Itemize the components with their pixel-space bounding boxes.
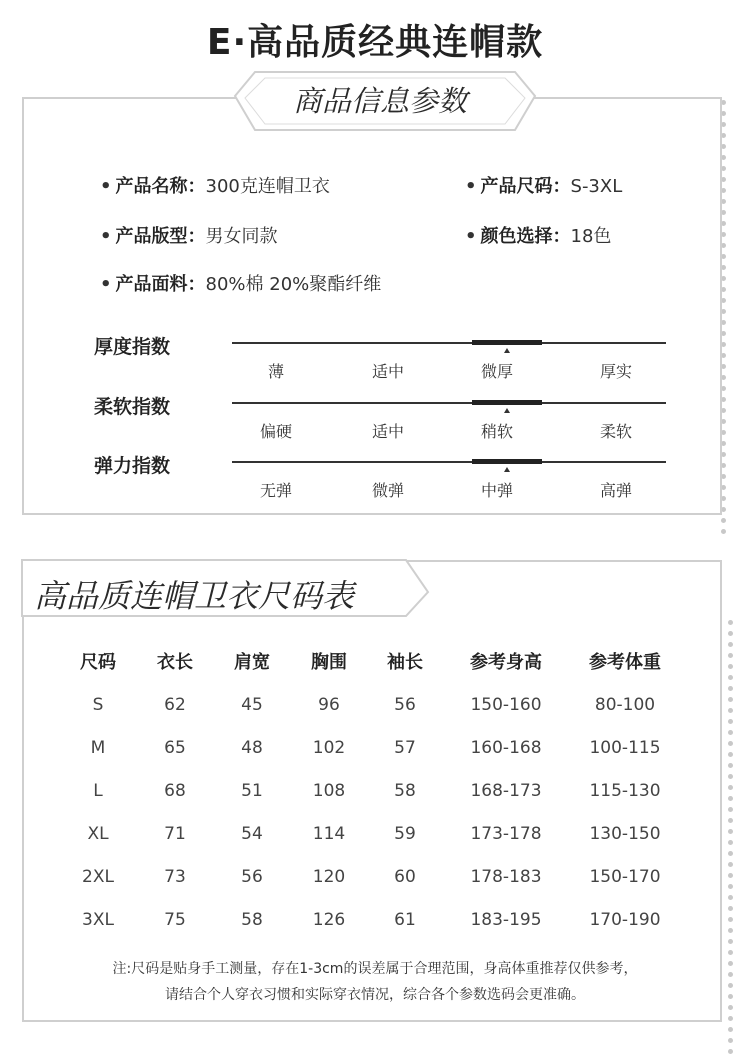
size-table-header: 衣长	[157, 652, 193, 673]
size-table-cell: 75	[164, 910, 186, 930]
size-table-cell: 130-150	[589, 824, 661, 844]
info-value: 80%棉 20%聚酯纤维	[205, 274, 382, 295]
size-table-cell: 120	[312, 867, 346, 887]
info-value: S-3XL	[570, 176, 623, 197]
size-table-cell: XL	[87, 824, 109, 844]
index-option: 薄	[267, 362, 284, 381]
index-scale-line	[232, 461, 666, 463]
size-table-cell: 102	[312, 738, 346, 758]
size-table-cell: 45	[241, 695, 263, 715]
size-table-cell: 51	[241, 781, 263, 801]
info-product-fit: • 产品版型：男女同款	[100, 226, 278, 247]
index-option: 适中	[371, 422, 404, 441]
size-table-cell: 71	[164, 824, 186, 844]
size-table-cell: 150-160	[470, 695, 542, 715]
section-heading-info: 商品信息参数	[292, 84, 467, 118]
info-value: 男女同款	[205, 226, 278, 247]
info-fabric: • 产品面料：80%棉 20%聚酯纤维	[100, 274, 382, 295]
index-pointer-icon	[504, 348, 510, 353]
size-table-cell: 160-168	[470, 738, 542, 758]
info-label: 颜色选择：	[480, 226, 571, 247]
size-table-cell: 178-183	[470, 867, 542, 887]
size-table-cell: 96	[318, 695, 340, 715]
index-selected-marker	[472, 400, 542, 405]
index-option: 厚实	[599, 362, 632, 381]
size-table-cell: 3XL	[82, 910, 114, 930]
index-option: 微弹	[371, 481, 404, 500]
size-table-cell: 2XL	[82, 867, 114, 887]
size-table-cell: 73	[164, 867, 186, 887]
index-scale-line	[232, 402, 666, 404]
size-table-cell: 168-173	[470, 781, 542, 801]
info-value: 300克连帽卫衣	[205, 176, 330, 197]
index-label: 弹力指数	[94, 455, 171, 477]
index-selected-marker	[472, 340, 542, 345]
size-table-cell: 100-115	[589, 738, 661, 758]
index-option: 中弹	[480, 481, 513, 500]
index-scale-line	[232, 342, 666, 344]
info-value: 18色	[570, 226, 612, 247]
size-note-line1: 注:尺码是贴身手工测量，存在1-3cm的误差属于合理范围，身高体重推荐仅供参考，	[112, 961, 638, 977]
index-pointer-icon	[504, 408, 510, 413]
size-note-line2: 请结合个人穿衣习惯和实际穿衣情况，综合各个参数选码会更准确。	[165, 987, 585, 1003]
size-table-header: 肩宽	[234, 652, 270, 673]
size-table-cell: 80-100	[594, 695, 656, 715]
size-table-cell: 56	[394, 695, 416, 715]
index-label: 柔软指数	[94, 396, 171, 418]
size-table-cell: 108	[312, 781, 346, 801]
size-table-cell: 57	[394, 738, 416, 758]
page-title: E·高品质经典连帽款	[206, 22, 544, 63]
size-table-cell: 173-178	[470, 824, 542, 844]
size-table-cell: 59	[394, 824, 416, 844]
index-option: 适中	[371, 362, 404, 381]
size-table-cell: S	[92, 695, 104, 715]
size-table-cell: 115-130	[589, 781, 661, 801]
size-table-cell: 114	[312, 824, 346, 844]
size-table-cell: 58	[241, 910, 263, 930]
size-table-header: 袖长	[387, 652, 423, 673]
index-pointer-icon	[504, 467, 510, 472]
size-table-header: 参考体重	[589, 652, 661, 673]
size-table-cell: 61	[394, 910, 416, 930]
index-label: 厚度指数	[94, 336, 171, 358]
info-label: 产品版型：	[115, 226, 206, 247]
index-option: 偏硬	[259, 422, 292, 441]
size-table-cell: 170-190	[589, 910, 661, 930]
size-table-cell: 68	[164, 781, 186, 801]
size-table-cell: 58	[394, 781, 416, 801]
index-option: 稍软	[480, 422, 513, 441]
size-table-header: 尺码	[80, 652, 116, 673]
size-table-cell: 60	[394, 867, 416, 887]
size-table-header: 胸围	[311, 652, 347, 673]
size-table-cell: 48	[241, 738, 263, 758]
size-table-cell: 126	[312, 910, 346, 930]
size-table-cell: 62	[164, 695, 186, 715]
info-label: 产品面料：	[115, 274, 206, 295]
index-option: 无弹	[259, 481, 292, 500]
size-table-cell: L	[93, 781, 103, 801]
info-label: 产品尺码：	[480, 176, 571, 197]
size-table-cell: 150-170	[589, 867, 661, 887]
info-product-size: • 产品尺码：S-3XL	[465, 176, 623, 197]
size-table-cell: 183-195	[470, 910, 542, 930]
index-option: 微厚	[480, 362, 513, 381]
info-label: 产品名称：	[115, 176, 206, 197]
info-color-options: • 颜色选择：18色	[465, 226, 612, 247]
size-table-cell: 56	[241, 867, 263, 887]
index-option: 高弹	[599, 481, 632, 500]
info-product-name: • 产品名称：300克连帽卫衣	[100, 176, 330, 197]
index-selected-marker	[472, 459, 542, 464]
size-table-cell: M	[90, 738, 106, 758]
size-table-cell: 65	[164, 738, 186, 758]
size-table-header: 参考身高	[470, 652, 542, 673]
index-option: 柔软	[599, 422, 632, 441]
size-table-cell: 54	[241, 824, 263, 844]
section-heading-size-chart: 高品质连帽卫衣尺码表	[34, 577, 355, 615]
decorative-dots-bottom	[728, 620, 733, 1060]
